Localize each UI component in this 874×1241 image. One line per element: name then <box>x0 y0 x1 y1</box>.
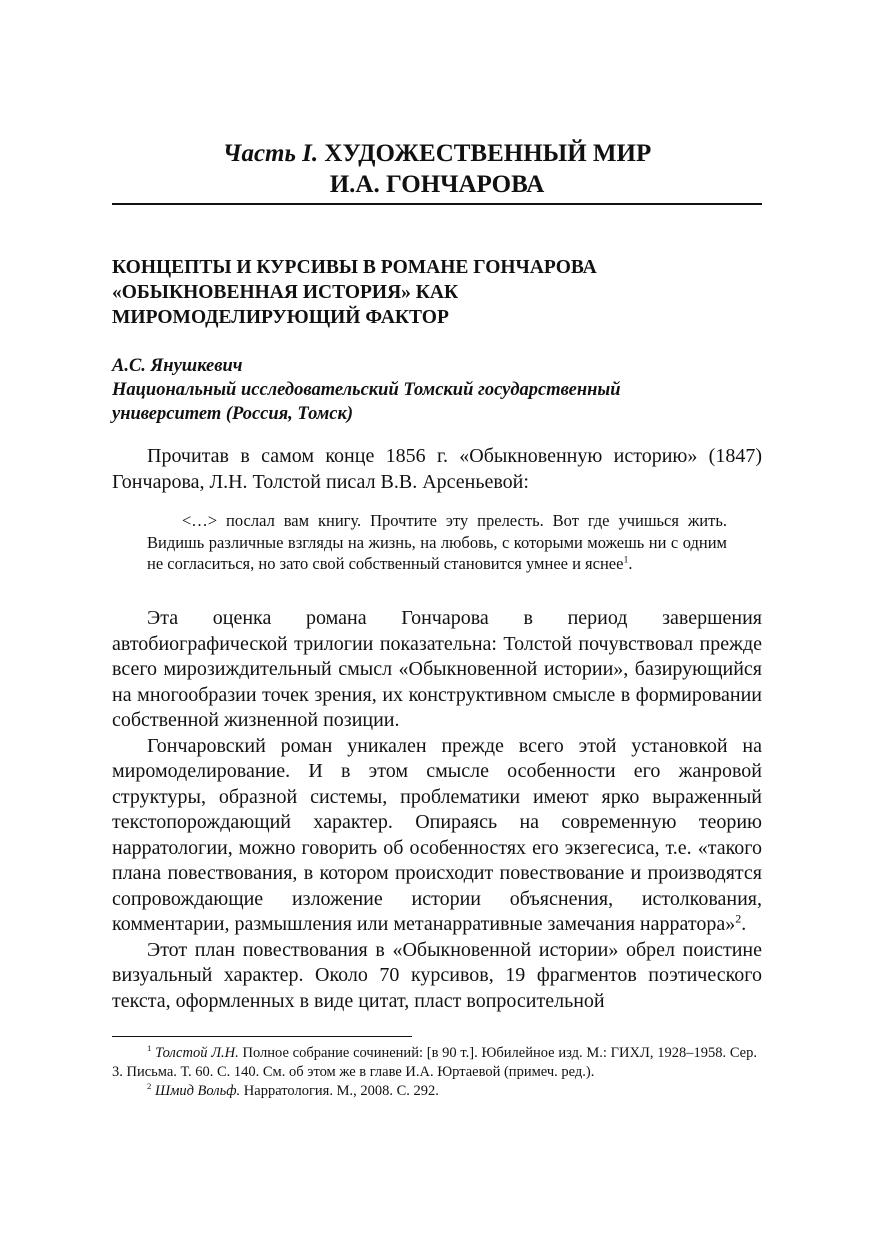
article-title <box>112 255 762 330</box>
footnote-1-author: Толстой Л.Н. <box>155 1045 239 1061</box>
footnote-2-text: Нарратология. М., 2008. С. 292. <box>240 1083 439 1099</box>
paragraph-1 <box>112 444 762 495</box>
footnote-1 <box>112 1044 757 1082</box>
title-divider <box>112 203 762 205</box>
paragraph-3-text: Гончаровский роман уникален прежде всего этой установкой на миромоделирование. И в этом смысле особенности его жанровой структуры, образной системы, проблематики имеют ярко выраженный текстопорождающий характер. Опираясь на современную теорию нарратологии, можно говорить об особенностях его экзегесиса, т.е. «такого плана повествования, в котором происходит повествование и производятся сопровождающие изложение истории объяснения, истолкования, комментарии, размышления или метанарративные замечания нарратора» <box>112 734 762 935</box>
quote-footnote-ref[interactable]: 1 <box>623 554 629 566</box>
main-text <box>112 606 762 1014</box>
paragraph-1-text: Прочитав в самом конце 1856 г. «Обыкновенную историю» (1847) Гончарова, Л.Н. Толстой писал В.В. Арсеньевой: <box>112 445 762 493</box>
quote-paragraph: <…> послал вам книгу. Прочтите эту прелесть. Вот где учишься жить. Видишь различные взгляды на жизнь, на любовь, с которыми можешь ни с одним не согласиться, но зато свой собственный становится умнее и яснее$^1$. <box>147 511 727 573</box>
footnote-2-author: Шмид Вольф. <box>154 1083 241 1099</box>
author-block <box>112 354 762 426</box>
part-title-line1 <box>112 138 762 169</box>
part-title-line2: И.А. ГОНЧАРОВА <box>329 171 545 198</box>
footnotes <box>112 1044 757 1101</box>
paragraph-2: Эта оценка романа Гончарова в период завершения автобиографической трилогии показательна: Толстой почувствовал прежде всего мирозиждительный смысл «Обыкновенной истории», базирующийся на многообразии точек зрения, их конструктивном смысле в формировании собственной жизненной позиции. <box>112 607 762 731</box>
author-affiliation-line2: университет (Россия, Томск) <box>112 404 354 424</box>
part-title-prefix: Часть I. <box>222 140 319 167</box>
part-title-rest: ХУДОЖЕСТВЕННЫЙ МИР <box>318 140 652 167</box>
article-title-line1: КОНЦЕПТЫ И КУРСИВЫ В РОМАНЕ ГОНЧАРОВА <box>112 257 597 278</box>
block-quote <box>147 510 727 575</box>
author-name: А.С. Янушкевич <box>112 356 243 376</box>
footnote-2-number: 2 <box>147 1081 152 1092</box>
footnote-divider <box>112 1036 412 1037</box>
article-title-line3: МИРОМОДЕЛИРУЮЩИЙ ФАКТОР <box>112 307 449 328</box>
author-affiliation-line1: Национальный исследовательский Томский государственный <box>112 380 621 400</box>
paragraph-3-footnote-ref[interactable]: 2 <box>735 911 742 926</box>
footnote-2 <box>112 1082 757 1101</box>
quote-text: <…> послал вам книгу. Прочтите эту прелесть. Вот где учишься жить. Видишь различные взгляды на жизнь, на любовь, с которыми можешь ни с одним не согласиться, но зато свой собственный становится умнее и яснее <box>147 511 727 573</box>
paragraph-3-end: . <box>741 913 747 935</box>
part-title <box>112 138 762 200</box>
footnote-1-text: Полное собрание сочинений: [в 90 т.]. Юбилейное изд. М.: ГИХЛ, 1928–1958. Сер. 3. Письма. Т. 60. С. 140. См. об этом же в главе И.А. Юртаевой (примеч. ред.). <box>112 1045 757 1080</box>
paragraph-4: Этот план повествования в «Обыкновенной истории» обрел поистине визуальный характер. Около 70 курсивов, 19 фрагментов поэтического текста, оформленных в виде цитат, пласт вопросительной <box>112 938 762 1012</box>
paragraph-3 <box>112 734 762 938</box>
footnote-1-number: 1 <box>147 1043 152 1054</box>
article-title-line2: «ОБЫКНОВЕННАЯ ИСТОРИЯ» КАК <box>112 282 459 303</box>
